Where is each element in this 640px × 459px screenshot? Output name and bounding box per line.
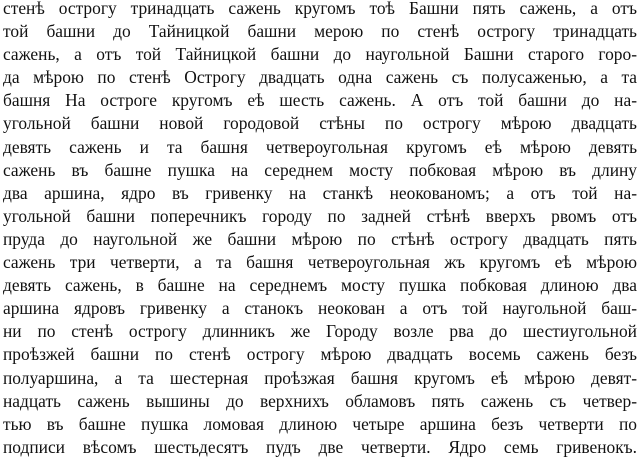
text-line-8: сажень въ башне пушка на середнем мосту побковая мѣрою въ длину xyxy=(3,159,637,180)
text-line-1: стенѣ острогу тринадцать сажень кругомъ тоѣ Башни пять сажень, а отъ xyxy=(3,0,637,18)
text-line-13: девять сажень, в башне на середнемъ мосту пушка побковая длиною два xyxy=(3,275,637,296)
text-line-7: девять сажень и та башня четвероугольная кругомъ еѣ мѣрою девять xyxy=(3,136,637,157)
text-line-15: ни по стенѣ острогу длинникъ же Городу возле рва до шестиугольной xyxy=(3,321,637,342)
document-page xyxy=(3,0,637,457)
text-line-10: угольной башни поперечникъ городу по задней стѣнѣ вверхъ рвомъ отъ xyxy=(3,205,637,226)
text-line-4: да мѣрою по стенѣ Острогу двадцать одна сажень съ полусаженью, а та xyxy=(3,67,637,88)
text-line-20: подписи вѣсомъ шестьдесятъ пудъ две четверти. Ядро семь гривенокъ. xyxy=(3,436,637,457)
text-line-3: сажень, а отъ той Тайницкой башни до наугольной Башни старого горо- xyxy=(3,44,637,65)
text-line-5: башня На остроге кругомъ еѣ шесть сажень. А отъ той башни до на- xyxy=(3,90,637,111)
text-line-14: аршина ядровъ гривенку а станокъ неокован а отъ той наугольной баш- xyxy=(3,298,637,319)
text-line-12: сажень три четверти, а та башня четвероугольная жъ кругомъ еѣ мѣрою xyxy=(3,252,637,273)
text-line-9: два аршина, ядро въ гривенку на станкѣ неокованомъ; а отъ той на- xyxy=(3,182,637,203)
text-line-11: пруда до наугольной же башни мѣрою по стѣнѣ острогу двадцать пять xyxy=(3,228,637,249)
text-line-6: угольной башни новой городовой стѣны по острогу мѣрою двадцать xyxy=(3,113,637,134)
text-line-19: тью въ башне пушка ломовая длиною четыре аршина безъ четверти по xyxy=(3,413,637,434)
text-line-16: проѣзжей башни по стенѣ острогу мѣрою двадцать восемь сажень безъ xyxy=(3,344,637,365)
text-line-18: надцать сажень вышины до верхнихъ обламовъ пять сажень съ четвер- xyxy=(3,390,637,411)
text-line-17: полуаршина, а та шестерная проѣзжая башня кругомъ еѣ мѣрою девят- xyxy=(3,367,637,388)
text-line-2: той башни до Тайницкой башни мерою по стенѣ острогу тринадцать xyxy=(3,21,637,42)
